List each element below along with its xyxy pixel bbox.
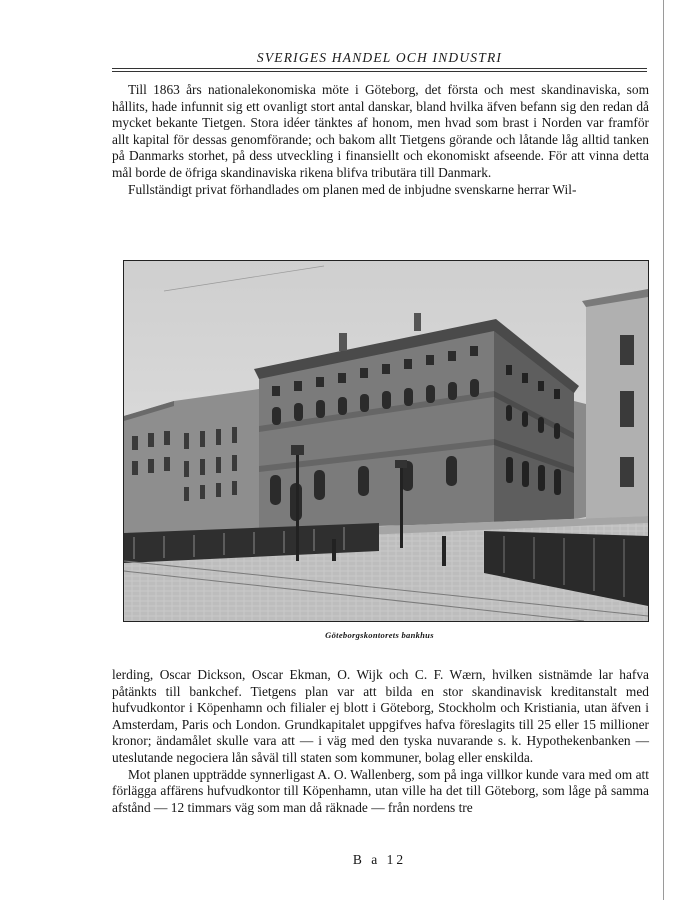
paragraph: Till 1863 års nationalekonomiska möte i Göteborg, det första och mest skandinaviska, som hållits, hade infunnit sig ett ovanligt stort antal danskar, bland hvilka äfven befann sig den redan då mycket bekante Tietgen. Stora idéer tänktes af honom, men hvad som brast i Norden var framför allt kapital för dessas genomförande; och bakom allt Tietgens görande och låtande låg alltid tanken på Danmarks storhet, på dess utveckling i finansiellt och ekonomiskt afseende. För att vinna detta mål borde de öfriga skandinaviska rikena blifva tributära till Danmark. [112,82,649,180]
figure-caption: Göteborgskontorets bankhus [325,630,434,640]
body-text-top [112,82,649,198]
paragraph: Fullständigt privat förhandlades om planen med de inbjudne svenskarne herrar Wil- [128,181,577,197]
body-text-bottom [112,667,649,816]
paragraph: lerding, Oscar Dickson, Oscar Ekman, O. Wijk och C. F. Wærn, hvilken sistnämde lar hafva påtänkts till bankchef. Tietgens plan var att bilda en stor skandinavisk kreditanstalt med hufvudkontor i Köpenhamn och filialer ej blott i Göteborg, Stockholm och Kristiania, utan äfven i Amsterdam, Paris och London. Grundkapitalet uppgifves hafva föreslagits till 25 eller 15 millioner kronor; ändamålet skulle vara att — i väg med den tyska nuvarande s. k. Hypothekenbanken — uteslutande negociera lån såväl till staten som kommuner, bolag eller enskilda. [112,667,649,765]
header-rule [112,68,647,72]
paragraph: Mot planen uppträdde synnerligast A. O. Wallenberg, som på inga villkor kunde vara med om att förlägga affärens hufvudkontor till Köpenhamn, utan ville ha det till Göteborg, som låge på samma afstånd — 12 timmars väg som man då räknade — från nordens tre [112,766,649,815]
running-header: SVERIGES HANDEL OCH INDUSTRI [256,50,503,65]
photo-bank-building [123,260,649,622]
page-marker: B a 12 [352,852,407,867]
page-edge-rule [663,0,664,900]
bank-building-illustration [124,261,648,621]
